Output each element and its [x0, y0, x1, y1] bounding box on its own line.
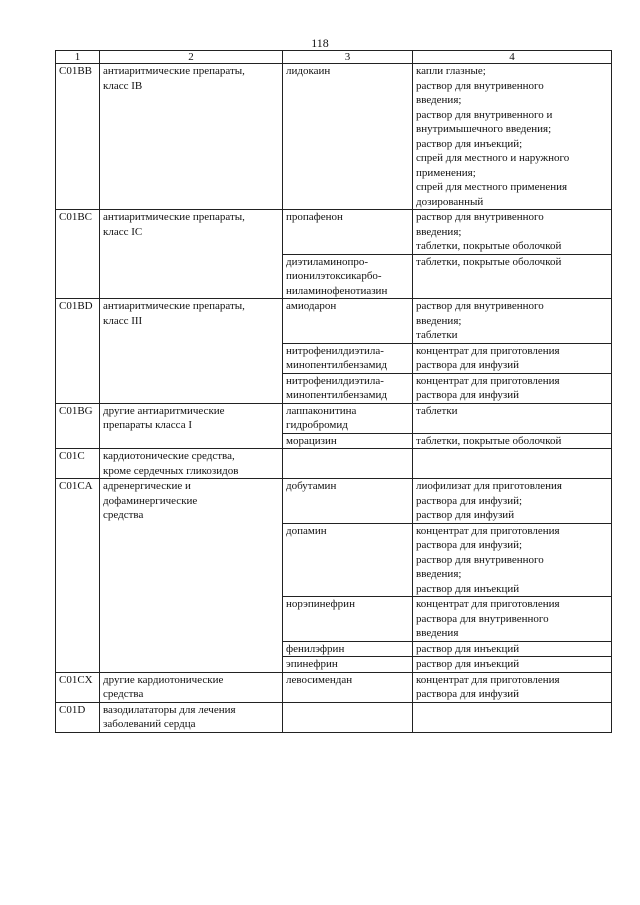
dosage-form-line: концентрат для приготовления: [416, 344, 560, 357]
dosage-form-line: раствор для инфузий: [416, 509, 515, 521]
dosage-form-cell: [413, 657, 612, 673]
table-row: [56, 449, 612, 479]
group-name-line: антиаритмические препараты,: [103, 65, 245, 77]
atc-group-name-cell: [100, 702, 283, 732]
dosage-form-cell: [413, 672, 612, 702]
drug-name-line: эпинефрин: [286, 658, 338, 670]
drug-name-line: минопентилбензамид: [286, 389, 387, 401]
dosage-form-line: раствор для внутривенного: [416, 300, 544, 312]
drug-name-cell: [283, 254, 413, 299]
atc-group-name-cell: [100, 672, 283, 702]
header-cell-1: 1: [56, 51, 100, 64]
drug-name-line: амиодарон: [286, 300, 337, 312]
atc-code-cell: C01CA: [56, 479, 100, 673]
group-name-line: другие антиаритмические: [103, 404, 225, 417]
drug-name-line: морацизин: [286, 434, 337, 447]
atc-group-name-cell: [100, 403, 283, 449]
dosage-form-line: раствора для инфузий: [416, 688, 519, 700]
dosage-form-cell: [413, 64, 612, 210]
group-name-line: дофаминергические: [103, 494, 198, 507]
drug-name-line: ниламинофенотиазин: [286, 284, 388, 297]
dosage-form-line: внутримышечного введения;: [416, 123, 552, 135]
group-name-line: заболеваний сердца: [103, 718, 196, 730]
table-row: [56, 479, 612, 524]
drug-name-cell: [283, 597, 413, 642]
dosage-form-cell: [413, 597, 612, 642]
group-name-line: другие кардиотонические: [103, 673, 224, 686]
dosage-form-line: введения;: [416, 314, 462, 327]
drug-name-line: минопентилбензамид: [286, 359, 387, 371]
dosage-form-line: капли глазные;: [416, 65, 486, 77]
dosage-form-line: введения;: [416, 568, 462, 580]
dosage-form-line: раствора для внутривенного: [416, 612, 549, 625]
group-name-line: антиаритмические препараты,: [103, 211, 245, 223]
atc-group-name-cell: [100, 299, 283, 404]
dosage-form-cell: [413, 449, 612, 479]
atc-code-cell: C01C: [56, 449, 100, 479]
dosage-form-cell: [413, 210, 612, 255]
dosage-form-cell: [413, 299, 612, 344]
group-name-line: класс IB: [103, 79, 143, 92]
dosage-form-line: раствор для внутривенного: [416, 211, 544, 223]
header-cell-4: 4: [413, 51, 612, 64]
dosage-form-cell: [413, 343, 612, 373]
atc-code-cell: C01BB: [56, 64, 100, 210]
table-row: [56, 210, 612, 255]
drug-name-line: пропафенон: [286, 211, 343, 223]
drug-name-line: добутамин: [286, 480, 337, 492]
drug-name-line: допамин: [286, 524, 327, 537]
atc-code-cell: C01D: [56, 702, 100, 732]
dosage-form-line: раствор для внутривенного: [416, 553, 544, 566]
drug-name-cell: [283, 702, 413, 732]
dosage-form-cell: [413, 479, 612, 524]
dosage-form-line: применения;: [416, 166, 476, 179]
atc-group-name-cell: [100, 64, 283, 210]
drug-name-line: фенилэфрин: [286, 642, 345, 655]
dosage-form-line: раствор для инъекций: [416, 642, 520, 655]
dosage-form-line: введения;: [416, 225, 462, 238]
dosage-form-line: концентрат для приготовления: [416, 598, 560, 610]
drug-name-cell: [283, 523, 413, 597]
group-name-line: кардиотонические средства,: [103, 450, 235, 462]
table-row: [56, 403, 612, 433]
drug-name-line: лидокаин: [286, 65, 331, 77]
drug-name-cell: [283, 657, 413, 673]
group-name-line: кроме сердечных гликозидов: [103, 464, 239, 477]
dosage-form-line: раствора для инфузий: [416, 389, 519, 401]
dosage-form-line: раствор для внутривенного и: [416, 108, 553, 121]
drug-name-cell: [283, 449, 413, 479]
atc-code-cell: C01BD: [56, 299, 100, 404]
drug-name-cell: [283, 210, 413, 255]
dosage-form-cell: [413, 254, 612, 299]
drug-name-line: нитрофенилдиэтила-: [286, 344, 384, 357]
dosage-form-line: концентрат для приготовления: [416, 524, 560, 537]
dosage-form-line: таблетки: [416, 329, 458, 341]
group-name-line: средства: [103, 688, 144, 700]
dosage-form-cell: [413, 373, 612, 403]
group-name-line: вазодилататоры для лечения: [103, 703, 236, 716]
atc-group-name-cell: [100, 479, 283, 673]
dosage-form-line: таблетки: [416, 404, 458, 417]
dosage-form-line: спрей для местного и наружного: [416, 152, 570, 164]
group-name-line: антиаритмические препараты,: [103, 300, 245, 312]
drug-name-line: пионилэтоксикарбо-: [286, 270, 382, 282]
atc-code-cell: C01CX: [56, 672, 100, 702]
dosage-form-line: раствор для инъекций;: [416, 137, 523, 150]
dosage-form-line: таблетки, покрытые оболочкой: [416, 255, 562, 268]
table-row: [56, 702, 612, 732]
group-name-line: класс III: [103, 314, 143, 327]
dosage-form-line: введения;: [416, 94, 462, 106]
table-header-row: [56, 51, 612, 64]
drug-name-line: лаппаконитина: [286, 404, 357, 417]
header-cell-3: 3: [283, 51, 413, 64]
dosage-form-line: таблетки, покрытые оболочкой: [416, 240, 562, 252]
table-row: [56, 64, 612, 210]
drug-name-line: диэтиламинопро-: [286, 255, 369, 268]
table-body: [56, 51, 612, 733]
atc-code-cell: C01BC: [56, 210, 100, 299]
drug-name-cell: [283, 672, 413, 702]
drug-name-line: гидробромид: [286, 419, 348, 431]
drug-name-cell: [283, 373, 413, 403]
page-number: 118: [311, 36, 329, 50]
drug-name-cell: [283, 299, 413, 344]
drug-name-cell: [283, 433, 413, 449]
dosage-form-line: раствора для инфузий;: [416, 494, 523, 507]
dosage-form-line: раствор для инъекций: [416, 582, 520, 595]
drug-name-cell: [283, 403, 413, 433]
dosage-form-line: раствора для инфузий;: [416, 539, 523, 551]
dosage-form-line: раствора для инфузий: [416, 359, 519, 371]
dosage-form-cell: [413, 641, 612, 657]
dosage-form-cell: [413, 433, 612, 449]
dosage-form-cell: [413, 523, 612, 597]
table-row: [56, 672, 612, 702]
dosage-form-line: раствор для инъекций: [416, 658, 520, 670]
dosage-form-line: таблетки, покрытые оболочкой: [416, 434, 562, 447]
atc-group-name-cell: [100, 210, 283, 299]
drug-classification-table: [55, 50, 612, 733]
header-cell-2: 2: [100, 51, 283, 64]
drug-name-line: норэпинефрин: [286, 598, 355, 610]
dosage-form-line: лиофилизат для приготовления: [416, 480, 562, 492]
dosage-form-line: введения: [416, 627, 459, 639]
dosage-form-line: спрей для местного применения: [416, 181, 568, 193]
dosage-form-line: концентрат для приготовления: [416, 673, 560, 686]
dosage-form-line: дозированный: [416, 195, 484, 208]
dosage-form-cell: [413, 702, 612, 732]
group-name-line: препараты класса I: [103, 419, 192, 431]
drug-name-cell: [283, 641, 413, 657]
atc-group-name-cell: [100, 449, 283, 479]
group-name-line: адренергические и: [103, 480, 191, 492]
drug-name-line: левосимендан: [286, 673, 353, 686]
drug-name-cell: [283, 479, 413, 524]
drug-name-cell: [283, 64, 413, 210]
drug-name-cell: [283, 343, 413, 373]
group-name-line: средства: [103, 509, 144, 521]
group-name-line: класс IC: [103, 225, 143, 238]
dosage-form-line: раствор для внутривенного: [416, 79, 544, 92]
dosage-form-line: концентрат для приготовления: [416, 374, 560, 387]
table-row: [56, 299, 612, 344]
dosage-form-cell: [413, 403, 612, 433]
atc-code-cell: C01BG: [56, 403, 100, 449]
drug-name-line: нитрофенилдиэтила-: [286, 374, 384, 387]
